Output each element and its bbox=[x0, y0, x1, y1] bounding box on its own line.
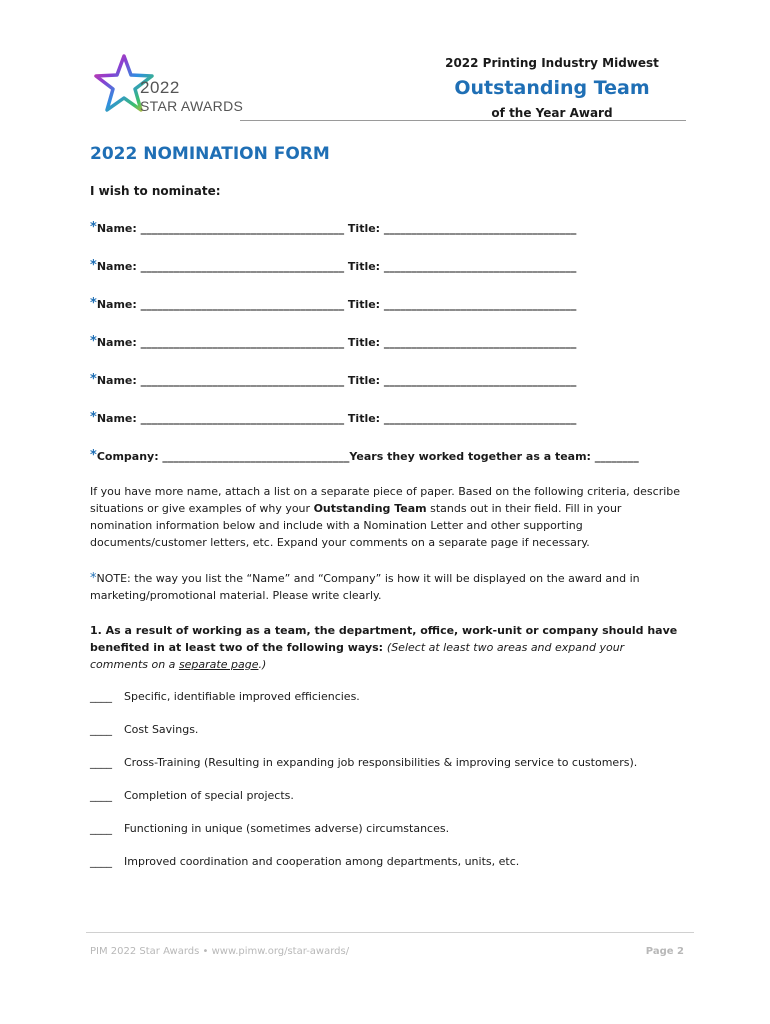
header-line-3: of the Year Award bbox=[491, 106, 613, 120]
nominee-row[interactable] bbox=[90, 298, 690, 336]
check-blank[interactable]: ____ bbox=[90, 690, 112, 703]
checklist-item[interactable] bbox=[90, 756, 690, 789]
instructions-bold: Outstanding Team bbox=[313, 502, 427, 515]
checklist-label: Cost Savings. bbox=[124, 723, 199, 736]
note-paragraph bbox=[90, 570, 684, 604]
checklist-item[interactable] bbox=[90, 723, 690, 756]
checklist-item[interactable] bbox=[90, 690, 690, 723]
question-1-text: 1. As a result of working as a team, the department, office, work-unit or company should have benefited in at least two of the following ways: bbox=[90, 624, 678, 654]
nominee-row[interactable] bbox=[90, 222, 690, 260]
instructions-text-cont: stands out in their field. Fill in your nomination information below and include with a Nomination Letter and other supporting documents/customer letters, etc. Expand your comments on a separate page if necessary. bbox=[90, 502, 622, 549]
question-1-hint-end: .) bbox=[258, 658, 267, 671]
nominee-row-label: Name: _____________________________________ Title: ___________________________________ bbox=[96, 222, 577, 235]
check-blank[interactable]: ____ bbox=[90, 756, 112, 769]
checklist-label: Improved coordination and cooperation among departments, units, etc. bbox=[124, 855, 520, 868]
checklist-label: Completion of special projects. bbox=[124, 789, 294, 802]
header-divider bbox=[240, 120, 686, 121]
checklist-item[interactable] bbox=[90, 789, 690, 822]
required-star: * bbox=[90, 571, 97, 586]
header-line-1: 2022 Printing Industry Midwest bbox=[445, 56, 659, 70]
instructions-text: If you have more name, attach a list on a separate piece of paper. Based on the following criteria, describe situations or give examples of why your bbox=[90, 485, 681, 515]
check-blank[interactable]: ____ bbox=[90, 855, 112, 868]
star-awards-logo bbox=[94, 50, 294, 120]
checklist-label: Cross-Training (Resulting in expanding job responsibilities & improving service to customers). bbox=[124, 756, 638, 769]
company-row-label: Company: __________________________________Years they worked together as a team: ________ bbox=[96, 450, 639, 463]
required-star: * bbox=[90, 334, 97, 349]
required-star: * bbox=[90, 448, 97, 463]
question-1-hint: (Select at least two areas and expand your comments on a bbox=[90, 641, 625, 671]
checklist-item[interactable] bbox=[90, 855, 690, 888]
nominee-row-label: Name: _____________________________________ Title: ___________________________________ bbox=[96, 374, 577, 387]
question-1-underline: separate page bbox=[178, 658, 259, 671]
award-header bbox=[422, 56, 682, 120]
nominee-row-label: Name: _____________________________________ Title: ___________________________________ bbox=[96, 336, 577, 349]
award-title: Outstanding Team bbox=[454, 77, 650, 99]
footer-text: PIM 2022 Star Awards • www.pimw.org/star-awards/ bbox=[90, 946, 350, 957]
instructions-paragraph bbox=[90, 483, 684, 551]
criteria-checklist bbox=[90, 690, 690, 888]
nominee-row[interactable] bbox=[90, 260, 690, 298]
required-star: * bbox=[90, 258, 97, 273]
required-star: * bbox=[90, 296, 97, 311]
required-star: * bbox=[90, 372, 97, 387]
nominee-row-label: Name: _____________________________________ Title: ___________________________________ bbox=[96, 412, 577, 425]
nominee-row[interactable] bbox=[90, 374, 690, 412]
question-1 bbox=[90, 622, 684, 673]
checklist-label: Functioning in unique (sometimes adverse) circumstances. bbox=[124, 822, 450, 835]
intro-text: I wish to nominate: bbox=[90, 184, 221, 198]
required-star: * bbox=[90, 410, 97, 425]
footer-divider bbox=[86, 932, 694, 933]
nominee-rows bbox=[90, 222, 690, 488]
page-number: Page 2 bbox=[645, 946, 684, 957]
nominee-row[interactable] bbox=[90, 412, 690, 450]
logo-name: STAR AWARDS bbox=[140, 98, 244, 114]
form-title: 2022 NOMINATION FORM bbox=[90, 144, 330, 164]
check-blank[interactable]: ____ bbox=[90, 723, 112, 736]
logo-year: 2022 bbox=[140, 78, 180, 97]
nominee-row[interactable] bbox=[90, 336, 690, 374]
checklist-item[interactable] bbox=[90, 822, 690, 855]
checklist-label: Specific, identifiable improved efficiencies. bbox=[124, 690, 360, 703]
required-star: * bbox=[90, 220, 97, 235]
check-blank[interactable]: ____ bbox=[90, 789, 112, 802]
check-blank[interactable]: ____ bbox=[90, 822, 112, 835]
note-text: NOTE: the way you list the “Name” and “Company” is how it will be displayed on the award and in marketing/promotional material. Please write clearly. bbox=[90, 572, 640, 602]
nominee-row-label: Name: _____________________________________ Title: ___________________________________ bbox=[96, 298, 577, 311]
nominee-row-label: Name: _____________________________________ Title: ___________________________________ bbox=[96, 260, 577, 273]
